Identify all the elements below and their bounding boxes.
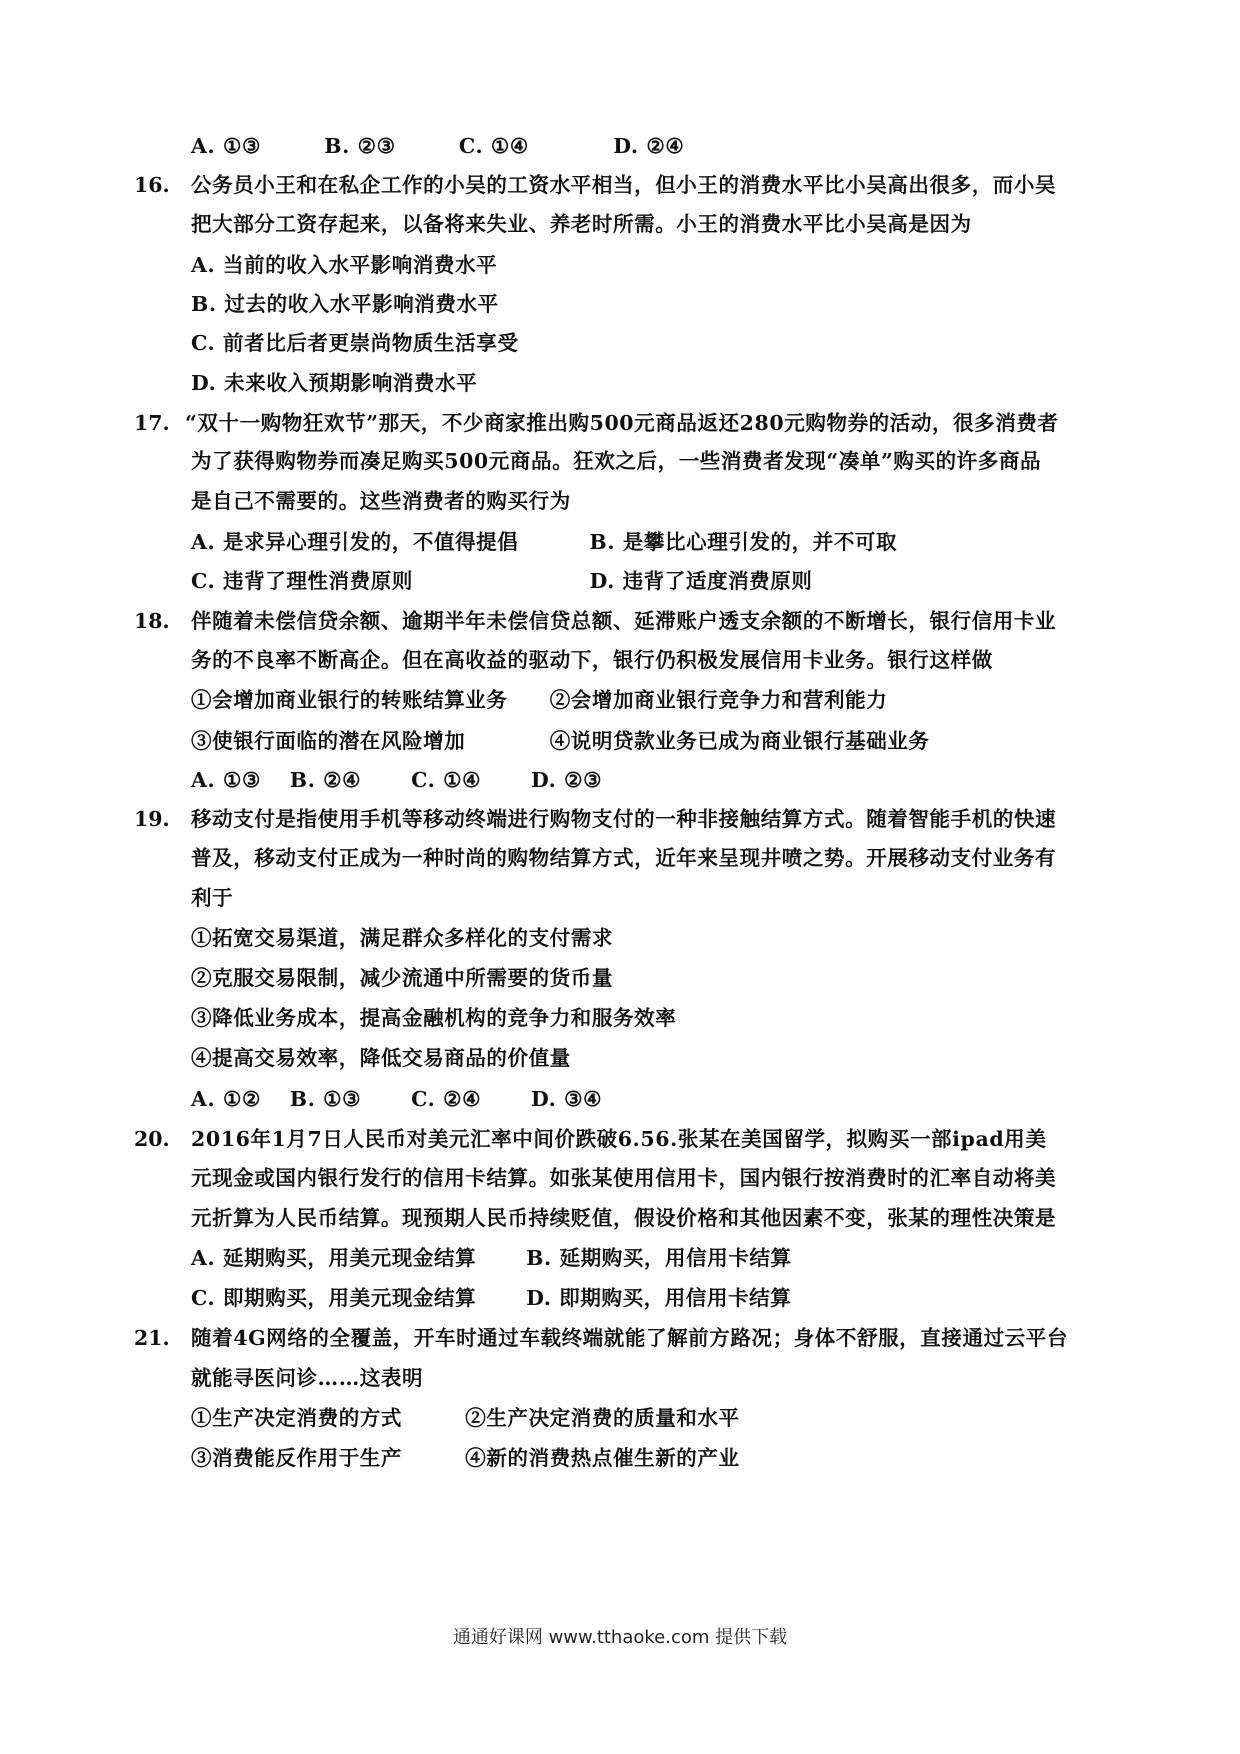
page-footer: 通通好课网 www.tthaoke.com 提供下载 bbox=[452, 1627, 788, 1648]
options-a-b: A. 延期购买，用美元现金结算 B. 延期购买，用信用卡结算 bbox=[191, 1246, 792, 1270]
question-stem: “双十一购物狂欢节”那天，不少商家推出购500元商品返还280元购物券的活动，很多消费者 bbox=[185, 411, 1059, 435]
question-stem: 普及，移动支付正成为一种时尚的购物结算方式，近年来呈现井喷之势。开展移动支付业务有 bbox=[191, 846, 1057, 870]
question-number: 18. bbox=[134, 609, 170, 633]
options-c-d: C. 即期购买，用美元现金结算 D. 即期购买，用信用卡结算 bbox=[191, 1286, 792, 1310]
question-number: 19. bbox=[134, 807, 170, 831]
question-stem: 伴随着未偿信贷余额、逾期半年未偿信贷总额、延滞账户透支余额的不断增长，银行信用卡业 bbox=[191, 609, 1057, 633]
previous-question-options: A. ①③ B. ②③ C. ①④ D. ②④ bbox=[191, 134, 685, 158]
question-stem: 移动支付是指使用手机等移动终端进行购物支付的一种非接触结算方式。随着智能手机的快速 bbox=[191, 807, 1057, 831]
statement-2: ②克服交易限制，减少流通中所需要的货币量 bbox=[191, 966, 613, 990]
options-c-d: C. 违背了理性消费原则 D. 违背了适度消费原则 bbox=[191, 569, 813, 593]
statements-3-4: ③消费能反作用于生产 ④新的消费热点催生新的产业 bbox=[191, 1446, 740, 1470]
option-c: C. 前者比后者更崇尚物质生活享受 bbox=[191, 331, 519, 355]
option-b: B. 过去的收入水平影响消费水平 bbox=[191, 292, 499, 316]
statement-3: ③降低业务成本，提高金融机构的竞争力和服务效率 bbox=[191, 1006, 677, 1030]
question-stem: 把大部分工资存起来，以备将来失业、养老时所需。小王的消费水平比小吴高是因为 bbox=[191, 212, 972, 236]
question-number: 17. bbox=[134, 411, 170, 435]
option-d: D. 未来收入预期影响消费水平 bbox=[191, 371, 478, 395]
statements-1-2: ①会增加商业银行的转账结算业务 ②会增加商业银行竞争力和营利能力 bbox=[191, 688, 888, 712]
question-stem: 为了获得购物券而凑足购买500元商品。狂欢之后，一些消费者发现“凑单”购买的许多商品 bbox=[191, 449, 1042, 473]
question-stem: 2016年1月7日人民币对美元汇率中间价跌破6.56.张某在美国留学，拟购买一部ipad用美 bbox=[191, 1127, 1047, 1151]
statement-1: ①拓宽交易渠道，满足群众多样化的支付需求 bbox=[191, 926, 613, 950]
question-stem: 元折算为人民币结算。现预期人民币持续贬值，假设价格和其他因素不变，张某的理性决策是 bbox=[191, 1206, 1057, 1230]
statements-1-2: ①生产决定消费的方式 ②生产决定消费的质量和水平 bbox=[191, 1406, 740, 1430]
question-stem: 元现金或国内银行发行的信用卡结算。如张某使用信用卡，国内银行按消费时的汇率自动将美 bbox=[191, 1166, 1057, 1190]
question-stem: 随着4G网络的全覆盖，开车时通过车载终端就能了解前方路况；身体不舒服，直接通过云平台 bbox=[191, 1326, 1068, 1350]
question-stem: 是自己不需要的。这些消费者的购买行为 bbox=[191, 489, 571, 513]
question-number: 20. bbox=[134, 1127, 170, 1151]
question-number: 21. bbox=[134, 1326, 170, 1350]
answer-options: A. ①② B. ①③ C. ②④ D. ③④ bbox=[191, 1087, 603, 1111]
question-stem: 利于 bbox=[191, 886, 234, 910]
question-stem: 务的不良率不断高企。但在高收益的驱动下，银行仍积极发展信用卡业务。银行这样做 bbox=[191, 648, 993, 672]
question-stem: 公务员小王和在私企工作的小吴的工资水平相当，但小王的消费水平比小吴高出很多，而小吴 bbox=[191, 173, 1057, 197]
question-number: 16. bbox=[134, 173, 170, 197]
statement-4: ④提高交易效率，降低交易商品的价值量 bbox=[191, 1046, 571, 1070]
option-a: A. 当前的收入水平影响消费水平 bbox=[191, 253, 498, 277]
statements-3-4: ③使银行面临的潜在风险增加 ④说明贷款业务已成为商业银行基础业务 bbox=[191, 729, 930, 753]
options-a-b: A. 是求异心理引发的，不值得提倡 B. 是攀比心理引发的，并不可取 bbox=[191, 530, 898, 554]
answer-options: A. ①③ B. ②④ C. ①④ D. ②③ bbox=[191, 768, 603, 792]
question-stem: 就能寻医问诊……这表明 bbox=[191, 1366, 424, 1390]
